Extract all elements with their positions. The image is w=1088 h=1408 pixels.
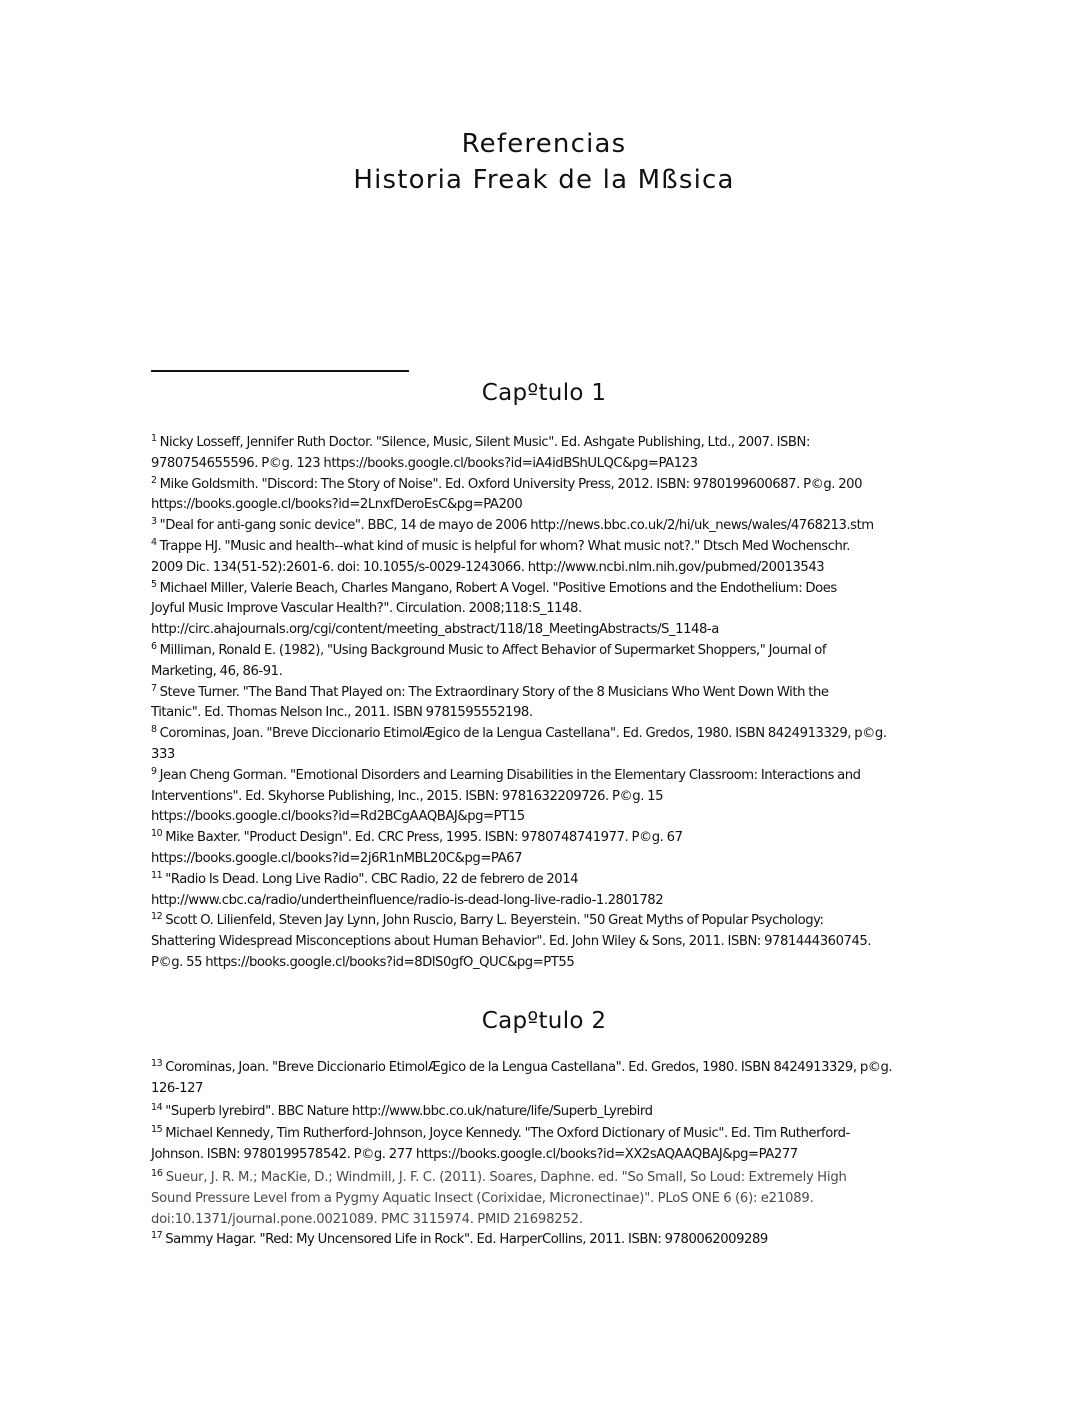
reference-item <box>151 641 941 683</box>
reference-line: Steve Turner. "The Band That Played on: The Extraordinary Story of the 8 Musicians Who Went Down With the <box>159 684 829 700</box>
reference-line: Corominas, Joan. "Breve Diccionario EtimolÆgico de la Lengua Castellana". Ed. Gredos, 1980. ISBN 8424913329, p©g. <box>165 1060 893 1075</box>
reference-line: 9780754655596. P©g. 123 https://books.google.cl/books?id=iA4idBShULQC&pg=PA123 <box>151 455 698 471</box>
reference-line: Titanic". Ed. Thomas Nelson Inc., 2011. ISBN 9781595552198. <box>151 705 533 721</box>
reference-item <box>151 579 941 641</box>
reference-item <box>151 724 941 766</box>
reference-line: Mike Baxter. "Product Design". Ed. CRC Press, 1995. ISBN: 9780748741977. P©g. 67 <box>165 830 683 846</box>
reference-item <box>151 766 941 828</box>
reference-line: "Superb lyrebird". BBC Nature http://www.bbc.co.uk/nature/life/Superb_Lyrebird <box>165 1103 653 1119</box>
reference-number: 3 <box>151 516 157 528</box>
reference-line: Marketing, 46, 86-91. <box>151 663 283 679</box>
reference-line: Corominas, Joan. "Breve Diccionario EtimolÆgico de la Lengua Castellana". Ed. Gredos, 1980. ISBN 8424913329, p©g. <box>159 726 887 742</box>
reference-line: Scott O. Lilienfeld, Steven Jay Lynn, John Ruscio, Barry L. Beyerstein. "50 Great Myths of Popular Psychology: <box>165 913 824 929</box>
reference-line: Sueur, J. R. M.; MacKie, D.; Windmill, J. F. C. (2011). Soares, Daphne. ed. "So Small, So Loud: Extremely High <box>165 1169 847 1185</box>
reference-line: https://books.google.cl/books?id=Rd2BCgAAQBAJ&pg=PT15 <box>151 809 525 825</box>
reference-number: 1 <box>151 433 157 444</box>
reference-number: 17 <box>151 1230 163 1242</box>
reference-line: http://www.cbc.ca/radio/undertheinfluence/radio-is-dead-long-live-radio-1.2801782 <box>151 892 664 908</box>
reference-line: Milliman, Ronald E. (1982), "Using Background Music to Affect Behavior of Supermarket Shoppers," Journal of <box>159 642 827 658</box>
reference-line: "Radio Is Dead. Long Live Radio". CBC Radio, 22 de febrero de 2014 <box>165 871 579 887</box>
reference-line: Michael Kennedy, Tim Rutherford-Johnson, Joyce Kennedy. "The Oxford Dictionary of Music". Ed. Tim Rutherford- <box>165 1126 850 1142</box>
reference-item <box>151 1058 941 1100</box>
reference-number: 7 <box>151 682 157 694</box>
reference-number: 6 <box>151 640 157 652</box>
reference-line: Michael Miller, Valerie Beach, Charles Mangano, Robert A Vogel. "Positive Emotions and the Endothelium: Does <box>159 580 837 596</box>
reference-item <box>151 475 941 517</box>
reference-number: 4 <box>151 536 157 548</box>
reference-line: Shattering Widespread Misconceptions about Human Behavior". Ed. John Wiley & Sons, 2011. ISBN: 9781444360745. <box>151 934 872 950</box>
reference-number: 9 <box>151 765 157 777</box>
reference-line: https://books.google.cl/books?id=2LnxfDeroEsC&pg=PA200 <box>151 497 523 513</box>
reference-item <box>151 1102 941 1123</box>
reference-line: Mike Goldsmith. "Discord: The Story of Noise". Ed. Oxford University Press, 2012. ISBN: 9780199600687. P©g. 200 <box>159 476 863 492</box>
reference-item <box>151 1168 941 1230</box>
reference-list-chapter-1 <box>151 433 941 974</box>
reference-number: 11 <box>151 869 163 881</box>
reference-line: Trappe HJ. "Music and health--what kind of music is helpful for whom? What music not?." Dtsch Med Wochenschr. <box>159 538 850 554</box>
reference-number: 10 <box>151 828 163 840</box>
reference-item <box>151 911 941 973</box>
reference-item <box>151 870 941 912</box>
reference-line: Sound Pressure Level from a Pygmy Aquatic Insect (Corixidae, Micronectinae)". PLoS ONE 6 (6): e21089. <box>151 1190 814 1206</box>
document-title-block <box>0 126 1088 198</box>
reference-line: "Deal for anti-gang sonic device". BBC, 14 de mayo de 2006 http://news.bbc.co.uk/2/hi/uk_news/wales/4768213.stm <box>159 518 874 534</box>
reference-item <box>151 516 941 537</box>
reference-line: doi:10.1371/journal.pone.0021089. PMC 3115974. PMID 21698252. <box>151 1211 583 1227</box>
reference-item <box>151 1230 941 1251</box>
reference-line: P©g. 55 https://books.google.cl/books?id=8DlS0gfO_QUC&pg=PT55 <box>151 954 575 970</box>
reference-line: https://books.google.cl/books?id=2j6R1nMBL20C&pg=PA67 <box>151 850 523 866</box>
document-subtitle: Historia Freak de la Mßsica <box>353 165 735 195</box>
reference-line: Johnson. ISBN: 9780199578542. P©g. 277 https://books.google.cl/books?id=XX2sAQAAQBAJ&pg=PA277 <box>151 1147 798 1163</box>
reference-item <box>151 683 941 725</box>
reference-line: Joyful Music Improve Vascular Health?". Circulation. 2008;118:S_1148. <box>151 601 582 617</box>
document-title: Referencias <box>461 129 627 159</box>
reference-number: 8 <box>151 724 157 736</box>
reference-item <box>151 537 941 579</box>
reference-number: 2 <box>151 474 157 486</box>
reference-number: 15 <box>151 1124 163 1136</box>
reference-number: 14 <box>151 1101 163 1113</box>
reference-item <box>151 828 941 870</box>
reference-line: Nicky Losseff, Jennifer Ruth Doctor. "Silence, Music, Silent Music". Ed. Ashgate Publishing, Ltd., 2007. ISBN: <box>159 435 810 450</box>
chapter-heading: Capºtulo 2 <box>481 1008 607 1034</box>
reference-line: Sammy Hagar. "Red: My Uncensored Life in Rock". Ed. HarperCollins, 2011. ISBN: 9780062009289 <box>165 1232 768 1248</box>
footnote-separator <box>151 370 409 372</box>
reference-number: 16 <box>151 1167 163 1179</box>
reference-number: 5 <box>151 578 157 590</box>
reference-number: 12 <box>151 911 163 923</box>
reference-line: 333 <box>151 746 175 762</box>
reference-line: 126-127 <box>151 1080 203 1096</box>
chapter-heading: Capºtulo 1 <box>481 380 607 406</box>
reference-item <box>151 1124 941 1166</box>
reference-line: http://circ.ahajournals.org/cgi/content/meeting_abstract/118/18_MeetingAbstracts/S_1148-a <box>151 622 719 638</box>
reference-item <box>151 433 941 475</box>
reference-line: 2009 Dic. 134(51-52):2601-6. doi: 10.1055/s-0029-1243066. http://www.ncbi.nlm.nih.gov/pubmed/20013543 <box>151 559 825 575</box>
reference-line: Interventions". Ed. Skyhorse Publishing, Inc., 2015. ISBN: 9781632209726. P©g. 15 <box>151 788 664 804</box>
reference-number: 13 <box>151 1058 163 1069</box>
reference-list-chapter-2 <box>151 1058 941 1251</box>
reference-line: Jean Cheng Gorman. "Emotional Disorders and Learning Disabilities in the Elementary Classroom: Interactions and <box>159 767 861 783</box>
